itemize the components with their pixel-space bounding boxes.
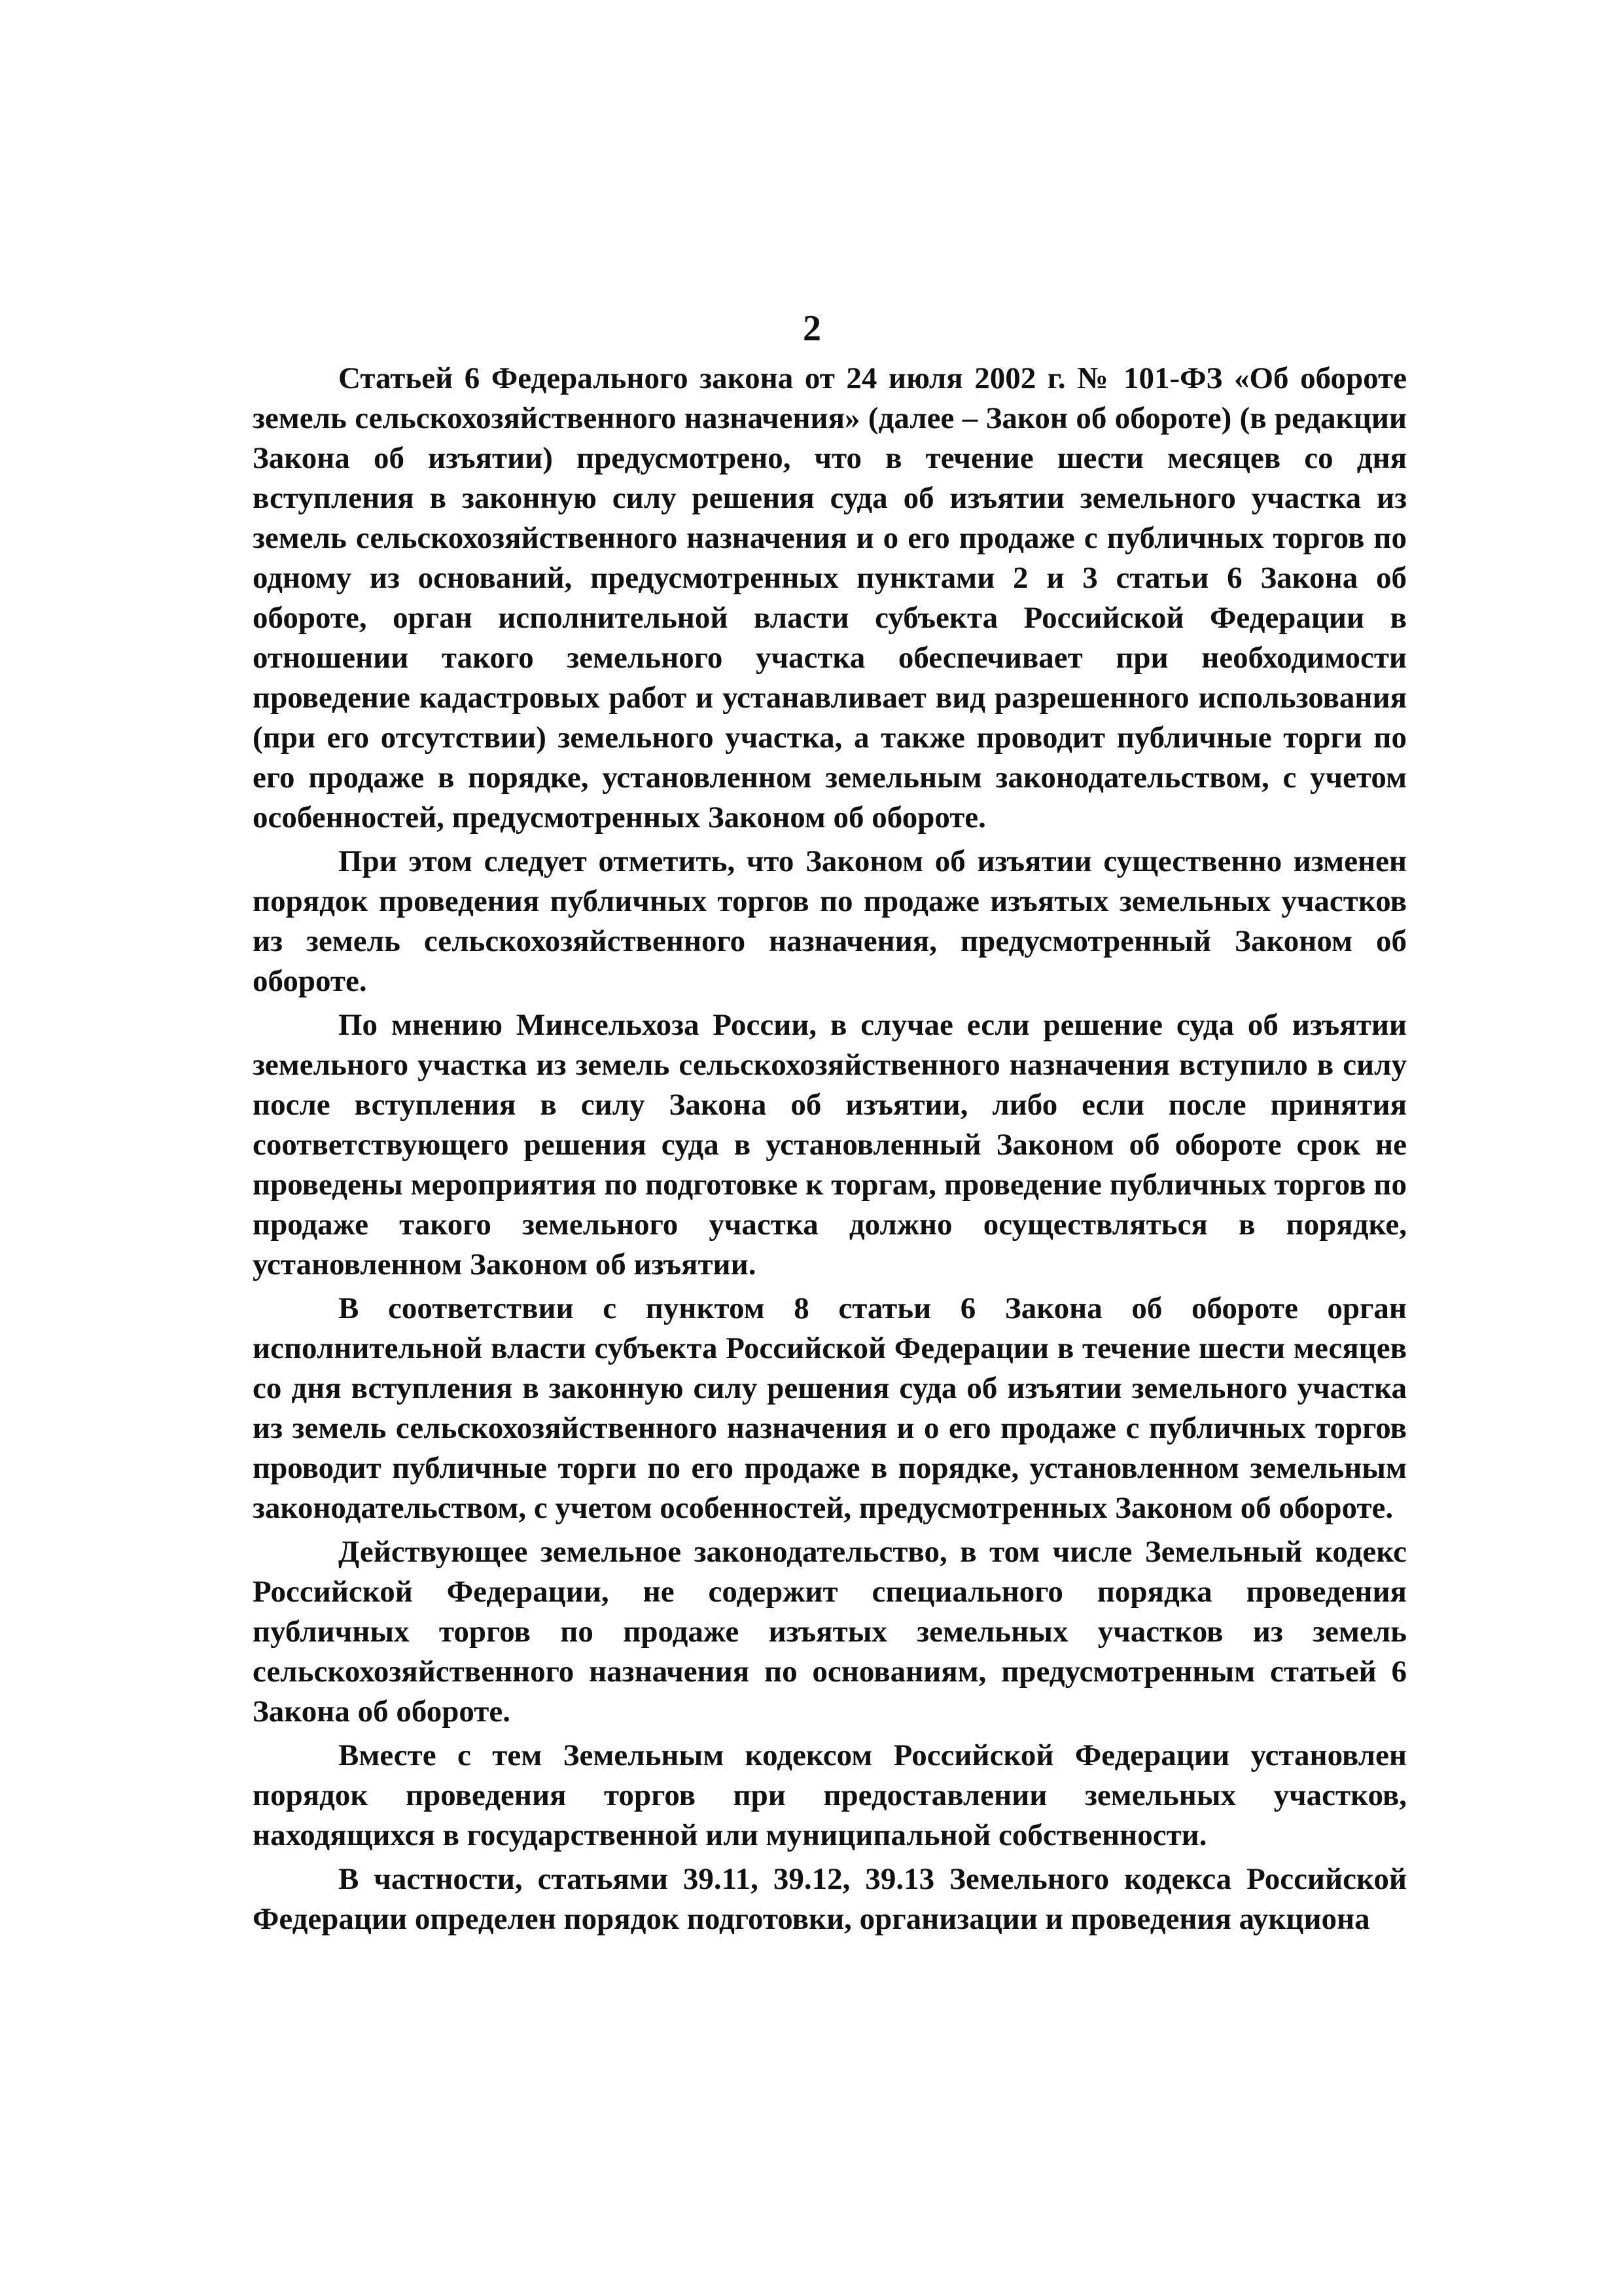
page-number: 2	[803, 308, 821, 349]
paragraph: Действующее земельное законодательство, в том числе Земельный кодекс Российской Федерации, не содержит специального порядка проведения публичных торгов по продаже изъятых земельных участков из земель сельскохозяйственного назначения по основаниям, предусмотренным статьей 6 Закона об обороте.	[253, 1535, 1407, 1729]
paragraph: В частности, статьями 39.11, 39.12, 39.13 Земельного кодекса Российской Федерации определен порядок подготовки, организации и проведения аукциона	[253, 1862, 1407, 1936]
document-body	[253, 359, 1407, 1943]
paragraph: По мнению Минсельхоза России, в случае если решение суда об изъятии земельного участка из земель сельскохозяйственного назначения вступило в силу после вступления в силу Закона об изъятии, либо если после принятия соответствующего решения суда в установленный Законом об обороте срок не проведены мероприятия по подготовке к торгам, проведение публичных торгов по продаже такого земельного участка должно осуществляться в порядке, установленном Законом об изъятии.	[253, 1008, 1407, 1282]
paragraph: При этом следует отметить, что Законом об изъятии существенно изменен порядок проведения публичных торгов по продаже изъятых земельных участков из земель сельскохозяйственного назначения, предусмотренный Законом об обороте.	[253, 844, 1407, 998]
paragraph: Вместе с тем Земельным кодексом Российской Федерации установлен порядок проведения торгов при предоставлении земельных участков, находящихся в государственной или муниципальной собственности.	[253, 1738, 1407, 1852]
paragraph: В соответствии с пунктом 8 статьи 6 Закона об обороте орган исполнительной власти субъекта Российской Федерации в течение шести месяцев со дня вступления в законную силу решения суда об изъятии земельного участка из земель сельскохозяйственного назначения и о его продаже с публичных торгов проводит публичные торги по его продаже в порядке, установленном земельным законодательством, с учетом особенностей, предусмотренных Законом об обороте.	[253, 1291, 1407, 1525]
paragraph: Статьей 6 Федерального закона от 24 июля 2002 г. № 101-ФЗ «Об обороте земель сельскохозяйственного назначения» (далее – Закон об обороте) (в редакции Закона об изъятии) предусмотрено, что в течение шести месяцев со дня вступления в законную силу решения суда об изъятии земельного участка из земель сельскохозяйственного назначения и о его продаже с публичных торгов по одному из оснований, предусмотренных пунктами 2 и 3 статьи 6 Закона об обороте, орган исполнительной власти субъекта Российской Федерации в отношении такого земельного участка обеспечивает при необходимости проведение кадастровых работ и устанавливает вид разрешенного использования (при его отсутствии) земельного участка, а также проводит публичные торги по его продаже в порядке, установленном земельным законодательством, с учетом особенностей, предусмотренных Законом об обороте.	[253, 361, 1407, 834]
